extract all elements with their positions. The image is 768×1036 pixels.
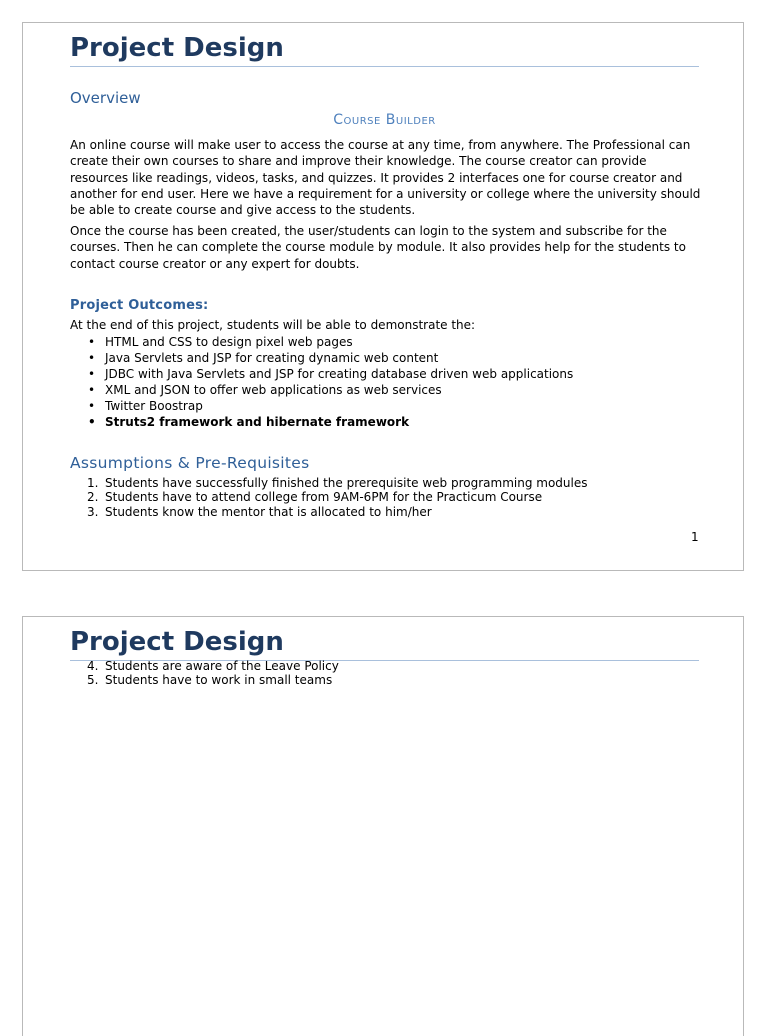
list-item: • Struts2 framework and hibernate framework	[88, 415, 410, 429]
list-number: 3.	[87, 504, 99, 519]
list-item: • Java Servlets and JSP for creating dynamic web content	[88, 351, 439, 365]
outcomes-list	[70, 334, 573, 430]
list-item: 4. Students are aware of the Leave Policy	[87, 659, 339, 673]
list-item: 2. Students have to attend college from 9AM-6PM for the Practicum Course	[87, 490, 543, 505]
list-number: 1.	[87, 476, 99, 490]
course-builder-subtitle: Course Builder	[333, 112, 436, 128]
list-number: 2.	[87, 490, 99, 505]
overview-paragraph-2: Once the course has been created, the user/students can login to the system and subscribe for the courses. Then he can complete the course module by module. It also provides help for the students to contact course creator or any expert for doubts.	[70, 224, 686, 271]
page-number: 1	[691, 530, 699, 544]
list-number: 4.	[87, 659, 99, 673]
assumptions-list	[70, 476, 588, 519]
list-item: • Twitter Boostrap	[88, 399, 203, 413]
page-title: Project Design	[70, 33, 284, 63]
list-item: • HTML and CSS to design pixel web pages	[88, 335, 353, 349]
overview-heading: Overview	[70, 89, 141, 107]
page-header	[70, 33, 699, 67]
bullet-icon: •	[88, 399, 96, 413]
bullet-icon: •	[88, 415, 96, 429]
list-item: 3. Students know the mentor that is allocated to him/her	[87, 504, 432, 519]
project-outcomes-heading: Project Outcomes:	[70, 298, 209, 313]
overview-paragraph-1: An online course will make user to access the course at any time, from anywhere. The Professional can create their own courses to share and improve their knowledge. The course creator can provide resources like readings, videos, tasks, and quizzes. It provides 2 interfaces one for course creator and another for end user. Here we have a requirement for a university or college where the university should be able to create course and give access to the students.	[70, 138, 701, 218]
assumptions-list-continued	[70, 659, 339, 688]
list-item: • XML and JSON to offer web applications as web services	[88, 383, 442, 397]
list-item: • JDBC with Java Servlets and JSP for creating database driven web applications	[88, 367, 574, 381]
page-title: Project Design	[70, 627, 284, 657]
assumptions-heading: Assumptions & Pre-Requisites	[70, 454, 310, 472]
bullet-icon: •	[88, 383, 96, 397]
list-item: 1. Students have successfully finished the prerequisite web programming modules	[87, 476, 588, 490]
title-underline	[70, 66, 699, 67]
document-page-2	[22, 616, 744, 1036]
bullet-icon: •	[88, 367, 96, 381]
bullet-icon: •	[88, 335, 96, 349]
list-item: 5. Students have to work in small teams	[87, 673, 333, 688]
list-number: 5.	[87, 673, 99, 688]
page-header	[70, 627, 699, 661]
bullet-icon: •	[88, 351, 96, 365]
document-page-1	[22, 22, 744, 571]
outcomes-intro: At the end of this project, students will be able to demonstrate the:	[70, 318, 476, 332]
